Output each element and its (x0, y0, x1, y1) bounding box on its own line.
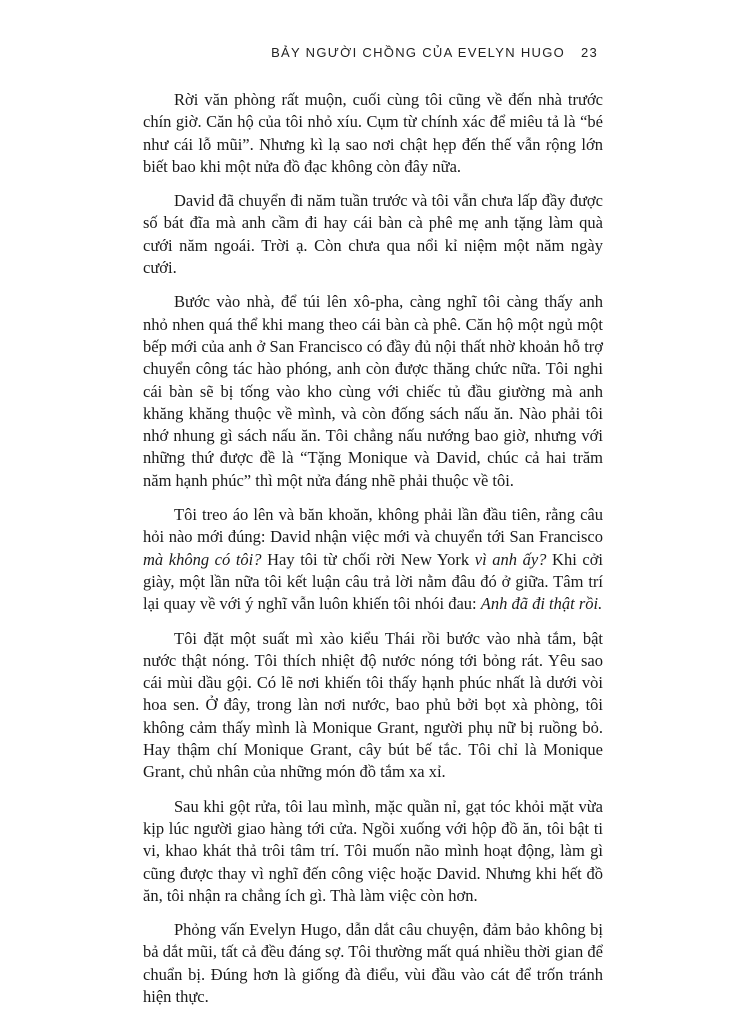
paragraph-7: Phỏng vấn Evelyn Hugo, dẫn dắt câu chuyện, đảm bảo không bị bả dắt mũi, tất cả đều đáng sợ. Tôi thường mất quá nhiều thời gian để chuẩn bị. Đúng hơn là giống đà điểu, vùi đầu vào cát để trốn tránh hiện thực. (143, 920, 603, 1006)
paragraph-5: Tôi đặt một suất mì xào kiểu Thái rồi bước vào nhà tắm, bật nước thật nóng. Tôi thích nhiệt độ nước nóng tới bỏng rát. Yêu sao cái mùi dầu gội. Có lẽ nơi khiến tôi thấy hạnh phúc nhất là dưới vòi hoa sen. Ở đây, trong làn nơi nước, bao phủ bởi bọt xà phòng, tôi không cảm thấy mình là Monique Grant, người phụ nữ bị ruồng bỏ. Hay thậm chí Monique Grant, cây bút bế tắc. Tôi chỉ là Monique Grant, chủ nhân của những món đồ tắm xa xỉ. (143, 628, 603, 782)
running-header (271, 45, 598, 60)
paragraph-2: David đã chuyển đi năm tuần trước và tôi vẫn chưa lấp đầy được số bát đĩa mà anh cầm đi hay cái bàn cà phê mẹ anh tặng làm quà cưới năm ngoái. Trời ạ. Còn chưa qua nổi kỉ niệm một năm ngày cưới. (143, 191, 603, 278)
running-title: BẢY NGƯỜI CHỒNG CỦA EVELYN HUGO (271, 45, 566, 60)
paragraph-4-italic-phrase: mà không có tôi? (143, 549, 262, 569)
paragraph-3: Bước vào nhà, để túi lên xô-pha, càng nghĩ tôi càng thấy anh nhỏ nhen quá thể khi mang theo cái bàn cà phê. Căn hộ một ngủ một bếp mới của anh ở San Francisco có đầy đủ nội thất nhờ khoản hỗ trợ chuyển công tác hào phóng, anh còn được thăng chức nữa. Tôi nghi cái bàn sẽ bị tống vào kho cùng với chiếc tủ đầu giường mà anh khăng khăng thuộc về mình, và còn đống sách nấu ăn. Nào phải tôi nhớ nhung gì sách nấu ăn. Tôi chẳng nấu nướng bao giờ, nhưng với những thứ được đề là “Tặng Monique và David, chúc cả hai trăm năm hạnh phúc” thì một nửa đáng nhẽ phải thuộc về tôi. (143, 292, 603, 490)
page-number: 23 (580, 45, 598, 60)
paragraph-4-segment: Hay tôi từ chối rời New York (261, 549, 475, 569)
paragraph-4-italic-phrase: vì anh ấy? (474, 549, 547, 569)
paragraph-6: Sau khi gột rửa, tôi lau mình, mặc quần nỉ, gạt tóc khỏi mặt vừa kịp lúc người giao hàng tới cửa. Ngồi xuống với hộp đồ ăn, tôi bật ti vi, khao khát thả trôi tâm trí. Tôi muốn não mình hoạt động, làm gì cũng được thay vì nghĩ đến công việc hoặc David. Nhưng khi hết đồ ăn, tôi nhận ra chẳng ích gì. Thà làm việc còn hơn. (143, 796, 603, 905)
body-text (143, 89, 603, 1020)
paragraph-4-segment: Tôi treo áo lên và băn khoăn, không phải lần đầu tiên, rằng câu hỏi nào mới đúng: David nhận việc mới và chuyển tới San Francisco (143, 505, 603, 547)
paragraph-1: Rời văn phòng rất muộn, cuối cùng tôi cũng về đến nhà trước chín giờ. Căn hộ của tôi nhỏ xíu. Cụm từ chính xác để miêu tả là “bé như cái lỗ mũi”. Nhưng kì lạ sao nơi chật hẹp đến thế vẫn rộng lớn biết bao khi một nửa đồ đạc không còn đây nữa. (143, 90, 603, 176)
paragraph-4-segment: Khi cởi giày, một lần nữa tôi kết luận câu trả lời nằm đâu đó ở giữa. Tâm trí lại quay về với ý nghĩ vẫn luôn khiến tôi nhói đau: (143, 549, 604, 614)
paragraph-4-italic-phrase: Anh đã đi thật rồi. (480, 594, 603, 614)
paragraph-4 (143, 504, 603, 615)
